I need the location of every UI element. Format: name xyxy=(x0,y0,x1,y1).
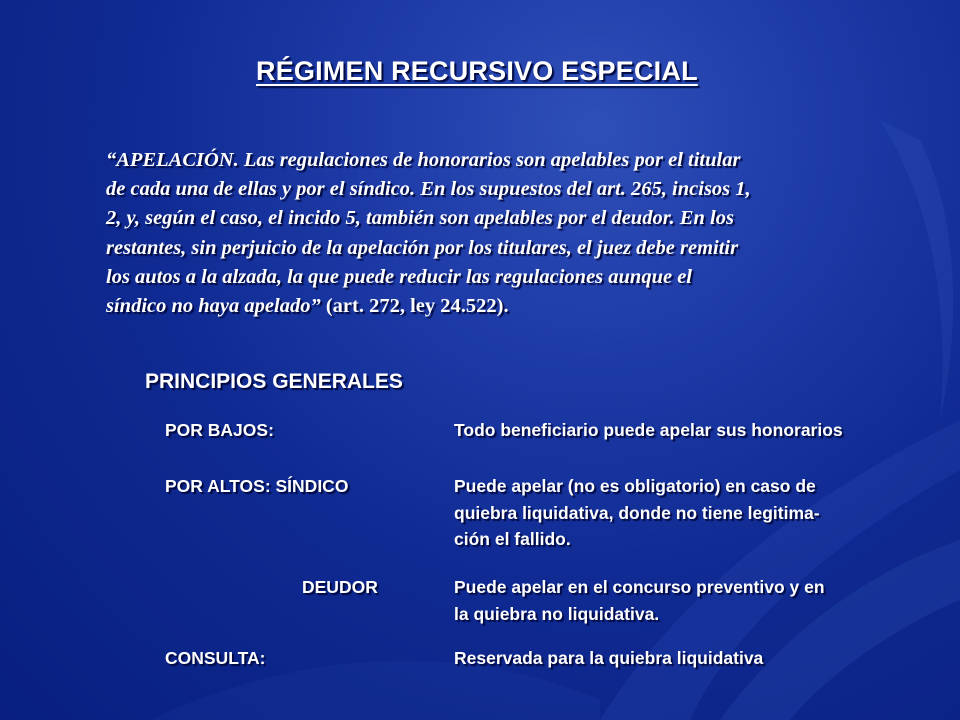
rule-description-por-bajos xyxy=(454,417,843,444)
section-title: PRINCIPIOS GENERALES xyxy=(145,370,403,393)
rule-label-por-altos-sindico: POR ALTOS: SÍNDICO xyxy=(165,476,349,496)
rule-description-deudor xyxy=(454,574,825,627)
rule-description-sindico xyxy=(454,473,820,553)
slide-title: RÉGIMEN RECURSIVO ESPECIAL xyxy=(256,56,698,86)
quote-last-line xyxy=(92,292,892,321)
quote-citation: (art. 272, ley 24.522). xyxy=(320,295,509,318)
rule-description-line: ción el fallido. xyxy=(454,529,571,549)
quote-line: de cada una de ellas y por el síndico. En los supuestos del art. 265, incisos 1, xyxy=(106,178,751,201)
rule-label-consulta: CONSULTA: xyxy=(165,648,266,668)
quote-line: los autos a la alzada, la que puede reducir las regulaciones aunque el xyxy=(106,265,693,288)
rule-label-deudor: DEUDOR xyxy=(302,577,378,597)
rule-description-line: Puede apelar (no es obligatorio) en caso de xyxy=(454,476,816,496)
quote-line: síndico no haya apelado” xyxy=(106,295,321,318)
rule-description-line: la quiebra no liquidativa. xyxy=(454,603,660,624)
rule-description-consulta xyxy=(454,645,763,672)
rule-description-line: Reservada para la quiebra liquidativa xyxy=(454,648,764,668)
quote-line: 2, y, según el caso, el incido 5, también son apelables por el deudor. En los xyxy=(106,207,734,230)
law-quote xyxy=(92,146,892,321)
rule-description-line: quiebra liquidativa, donde no tiene legitima- xyxy=(454,502,820,523)
rule-label-por-bajos: POR BAJOS: xyxy=(165,420,274,440)
rule-description-line: Puede apelar en el concurso preventivo y en xyxy=(454,577,825,597)
rule-description-line: Todo beneficiario puede apelar sus honorarios xyxy=(454,420,843,440)
quote-line: restantes, sin perjuicio de la apelación por los titulares, el juez debe remitir xyxy=(106,236,739,259)
quote-line: “APELACIÓN. Las regulaciones de honorarios son apelables por el titular xyxy=(106,149,741,171)
